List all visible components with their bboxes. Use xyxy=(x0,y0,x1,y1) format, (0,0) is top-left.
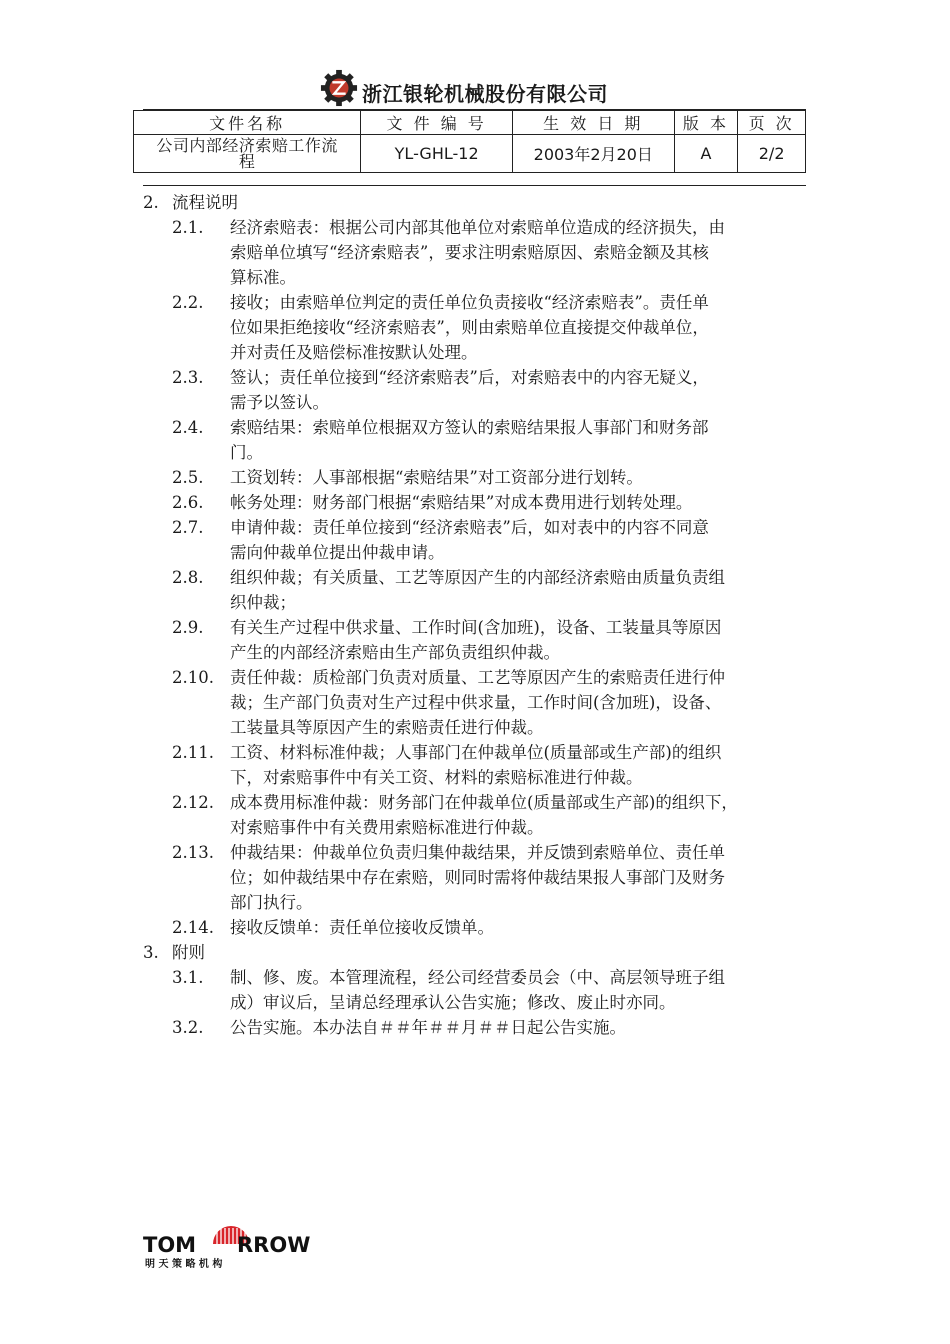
clause-number: 2.11. xyxy=(172,743,214,762)
version-cell: A xyxy=(674,135,738,173)
clause-text-line: 位；如仲裁结果中存在索赔，则同时需将仲裁结果报人事部门及财务 xyxy=(230,868,725,887)
clause-number: 2.9. xyxy=(172,618,204,637)
logo-text-right: RROW xyxy=(237,1233,311,1257)
section-title: 流程说明 xyxy=(172,193,238,212)
clause-text-line: 签认；责任单位接到“经济索赔表”后，对索赔表中的内容无疑义， xyxy=(230,368,709,387)
clause-text-line: 需向仲裁单位提出仲裁申请。 xyxy=(230,543,445,562)
clause-text-line: 组织仲裁；有关质量、工艺等原因产生的内部经济索赔由质量负责组 xyxy=(230,568,725,587)
logo-text-left: TOM xyxy=(143,1233,197,1257)
clause-text-line: 申请仲裁：责任单位接到“经济索赔表”后，如对表中的内容不同意 xyxy=(230,518,709,537)
header-date: 生 效 日 期 xyxy=(512,111,674,135)
doc-no-cell: YL-GHL-12 xyxy=(361,135,513,173)
clause-text-line: 工资划转：人事部根据“索赔结果”对工资部分进行划转。 xyxy=(230,468,643,487)
clause-number: 2.12. xyxy=(172,793,214,812)
doc-name-line1: 公司内部经济索赔工作流 xyxy=(156,135,338,155)
clause-text-line: 仲裁结果：仲裁单位负责归集仲裁结果，并反馈到索赔单位、责任单 xyxy=(230,843,725,862)
clause-number: 3.1. xyxy=(172,968,204,987)
clause-text-line: 并对责任及赔偿标准按默认处理。 xyxy=(230,343,478,362)
page-cell: 2/2 xyxy=(738,135,806,173)
clause-number: 2.1. xyxy=(172,218,204,237)
clause-number: 2.2. xyxy=(172,293,204,312)
clause-number: 2.10. xyxy=(172,668,214,687)
clause-text-line: 裁；生产部门负责对生产过程中供求量，工作时间(含加班)，设备、 xyxy=(230,693,722,712)
clause-number: 2.6. xyxy=(172,493,204,512)
clause-text-line: 索赔结果：索赔单位根据双方签认的索赔结果报人事部门和财务部 xyxy=(230,418,709,437)
date-cell: 2003年2月20日 xyxy=(512,135,674,173)
clause-text-line: 算标准。 xyxy=(230,268,296,287)
section-number: 3. xyxy=(143,943,159,962)
clause-text-line: 工装量具等原因产生的索赔责任进行仲裁。 xyxy=(230,718,544,737)
section-number: 2. xyxy=(143,193,159,212)
clause-text-line: 经济索赔表：根据公司内部其他单位对索赔单位造成的经济损失，由 xyxy=(230,218,725,237)
doc-name-line2: 程 xyxy=(238,151,256,171)
clause-number: 2.8. xyxy=(172,568,204,587)
company-name: 浙江银轮机械股份有限公司 xyxy=(362,81,608,106)
clause-text-line: 接收反馈单：责任单位接收反馈单。 xyxy=(230,918,494,937)
clause-number: 2.14. xyxy=(172,918,214,937)
clause-text-line: 帐务处理：财务部门根据“索赔结果”对成本费用进行划转处理。 xyxy=(230,493,693,512)
clause-text-line: 织仲裁； xyxy=(230,593,296,612)
clause-number: 2.3. xyxy=(172,368,204,387)
clause-text-line: 需予以签认。 xyxy=(230,393,329,412)
clause-number: 2.13. xyxy=(172,843,214,862)
header-doc-name: 文件名称 xyxy=(134,111,361,135)
tomorrow-logo xyxy=(143,1212,311,1272)
header-page: 页 次 xyxy=(738,111,806,135)
clause-number: 2.7. xyxy=(172,518,204,537)
clause-text-line: 产生的内部经济索赔由生产部负责组织仲裁。 xyxy=(230,643,560,662)
logo-tagline: 明 天 策 略 机 构 xyxy=(145,1259,223,1270)
clause-text-line: 有关生产过程中供求量、工作时间(含加班)，设备、工装量具等原因 xyxy=(230,618,722,637)
clause-text-line: 工资、材料标准仲裁；人事部门在仲裁单位(质量部或生产部)的组织 xyxy=(230,743,722,762)
clause-text-line: 下，对索赔事件中有关工资、材料的索赔标准进行仲裁。 xyxy=(230,768,643,787)
section-title: 附则 xyxy=(172,943,205,962)
clause-text-line: 门。 xyxy=(230,443,263,462)
clause-text-line: 索赔单位填写“经济索赔表”，要求注明索赔原因、索赔金额及其核 xyxy=(230,243,709,262)
clause-number: 3.2. xyxy=(172,1018,204,1037)
clause-text-line: 责任仲裁：质检部门负责对质量、工艺等原因产生的索赔责任进行仲 xyxy=(230,668,725,687)
clause-number: 2.4. xyxy=(172,418,204,437)
clause-number: 2.5. xyxy=(172,468,204,487)
clause-text-line: 制、修、废。本管理流程，经公司经营委员会（中、高层领导班子组 xyxy=(230,968,725,987)
header-doc-no: 文 件 编 号 xyxy=(361,111,513,135)
header-version: 版 本 xyxy=(674,111,738,135)
clause-text-line: 位如果拒绝接收“经济索赔表”，则由索赔单位直接提交仲裁单位， xyxy=(230,318,709,337)
clause-text-line: 公告实施。本办法自＃＃年＃＃月＃＃日起公告实施。 xyxy=(230,1018,626,1037)
clause-text-line: 成本费用标准仲裁：财务部门在仲裁单位(质量部或生产部)的组织下， xyxy=(230,793,738,812)
clause-text-line: 对索赔事件中有关费用索赔标准进行仲裁。 xyxy=(230,818,544,837)
clause-text-line: 成）审议后，呈请总经理承认公告实施；修改、废止时亦同。 xyxy=(230,993,676,1012)
clause-text-line: 部门执行。 xyxy=(230,893,313,912)
clause-text-line: 接收；由索赔单位判定的责任单位负责接收“经济索赔表”。责任单 xyxy=(230,293,709,312)
